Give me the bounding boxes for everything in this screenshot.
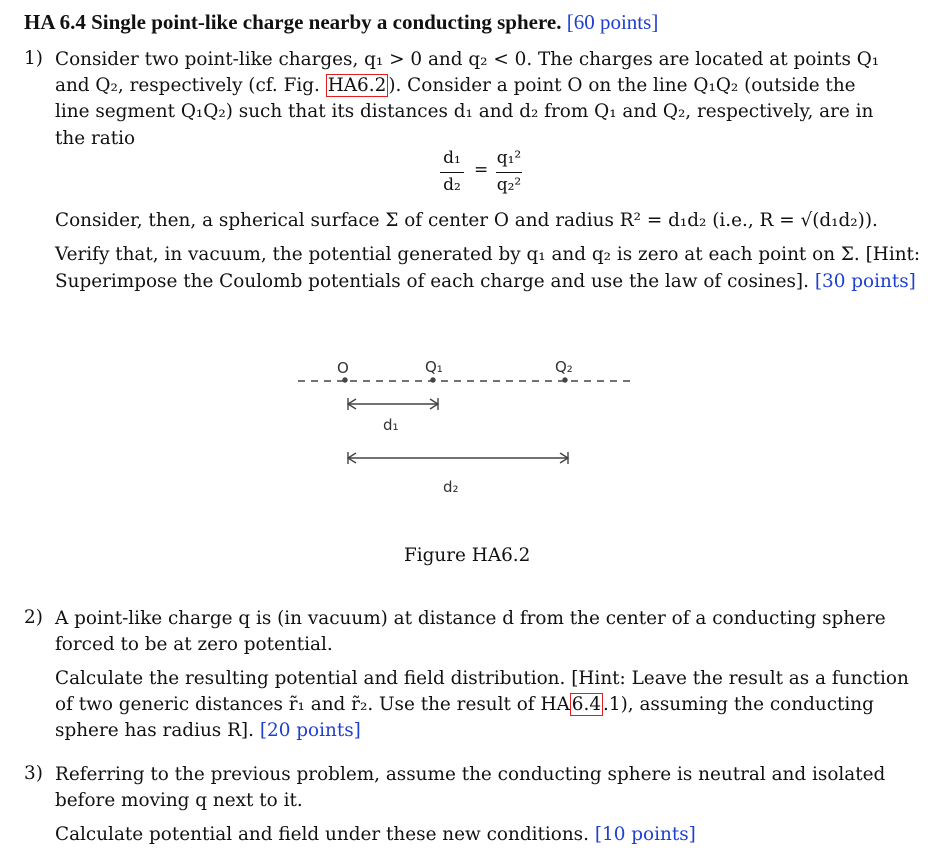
problem-ref-link[interactable]: 6.4 <box>571 694 602 715</box>
eq-lhs-numerator: d₁ <box>443 148 461 168</box>
part2-number: 2) <box>24 607 43 628</box>
part3-line3-text: Calculate potential and field under these new conditions. <box>55 824 589 845</box>
eq-rhs-denominator: q₂² <box>496 175 522 195</box>
part2-line4 <box>55 693 874 717</box>
part3-points: [10 points] <box>594 824 696 845</box>
part1-number: 1) <box>24 48 43 69</box>
part1-line4: the ratio <box>55 128 136 149</box>
label-q2: Q₂ <box>555 358 573 376</box>
part2-line1: A point-like charge q is (in vacuum) at distance d from the center of a conducting sphere <box>55 608 886 629</box>
part1-line7-text: Superimpose the Coulomb potentials of each charge and use the law of cosines]. <box>55 271 809 292</box>
part1-line6: Verify that, in vacuum, the potential generated by q₁ and q₂ is zero at each point on Σ. [Hint: <box>55 244 921 265</box>
part1-line2-a: and Q₂, respectively (cf. Fig. <box>55 75 326 96</box>
part2-line3: Calculate the resulting potential and field distribution. [Hint: Leave the result as a function <box>55 668 909 689</box>
title-points: [60 points] <box>566 10 659 34</box>
part1-line1: Consider two point-like charges, q₁ > 0 and q₂ < 0. The charges are located at points Q₁ <box>55 49 880 70</box>
figure-caption: Figure HA6.2 <box>404 545 531 566</box>
eq-lhs-denominator: d₂ <box>443 175 461 195</box>
label-d1: d₁ <box>383 416 399 434</box>
part3-line2: before moving q next to it. <box>55 790 303 811</box>
point-q2-dot <box>563 378 567 382</box>
part2-line4-b: .1), assuming the conducting <box>603 694 874 715</box>
part1-line3: line segment Q₁Q₂) such that its distances d₁ and d₂ from Q₁ and Q₂, respectively, are in <box>55 101 874 122</box>
eq-equals-sign: = <box>474 160 489 180</box>
part2-line2: forced to be at zero potential. <box>55 634 333 655</box>
part1-line5: Consider, then, a spherical surface Σ of center O and radius R² = d₁d₂ (i.e., R = √(d₁d₂)). <box>55 210 878 231</box>
point-o-dot <box>343 378 347 382</box>
part3-number: 3) <box>24 763 43 784</box>
eq-rhs-numerator: q₁² <box>496 148 522 168</box>
part2-line5 <box>55 719 361 743</box>
label-q1: Q₁ <box>425 358 443 376</box>
part2-points: [20 points] <box>259 720 361 741</box>
part2-line4-a: of two generic distances r̃₁ and r̃₂. Use the result of HA <box>55 694 570 715</box>
point-q1-dot <box>431 378 435 382</box>
part1-line2-b: ). Consider a point O on the line Q₁Q₂ (outside the <box>388 75 856 96</box>
label-d2: d₂ <box>443 478 459 496</box>
part3-line3 <box>55 823 696 847</box>
figure-ref-link[interactable]: HA6.2 <box>327 75 387 96</box>
part3-line1: Referring to the previous problem, assume the conducting sphere is neutral and isolated <box>55 764 886 785</box>
label-o: O <box>337 359 349 377</box>
part2-line5-text: sphere has radius R]. <box>55 720 254 741</box>
part1-points: [30 points] <box>814 271 916 292</box>
title-text: HA 6.4 Single point-like charge nearby a conducting sphere. <box>24 10 562 34</box>
